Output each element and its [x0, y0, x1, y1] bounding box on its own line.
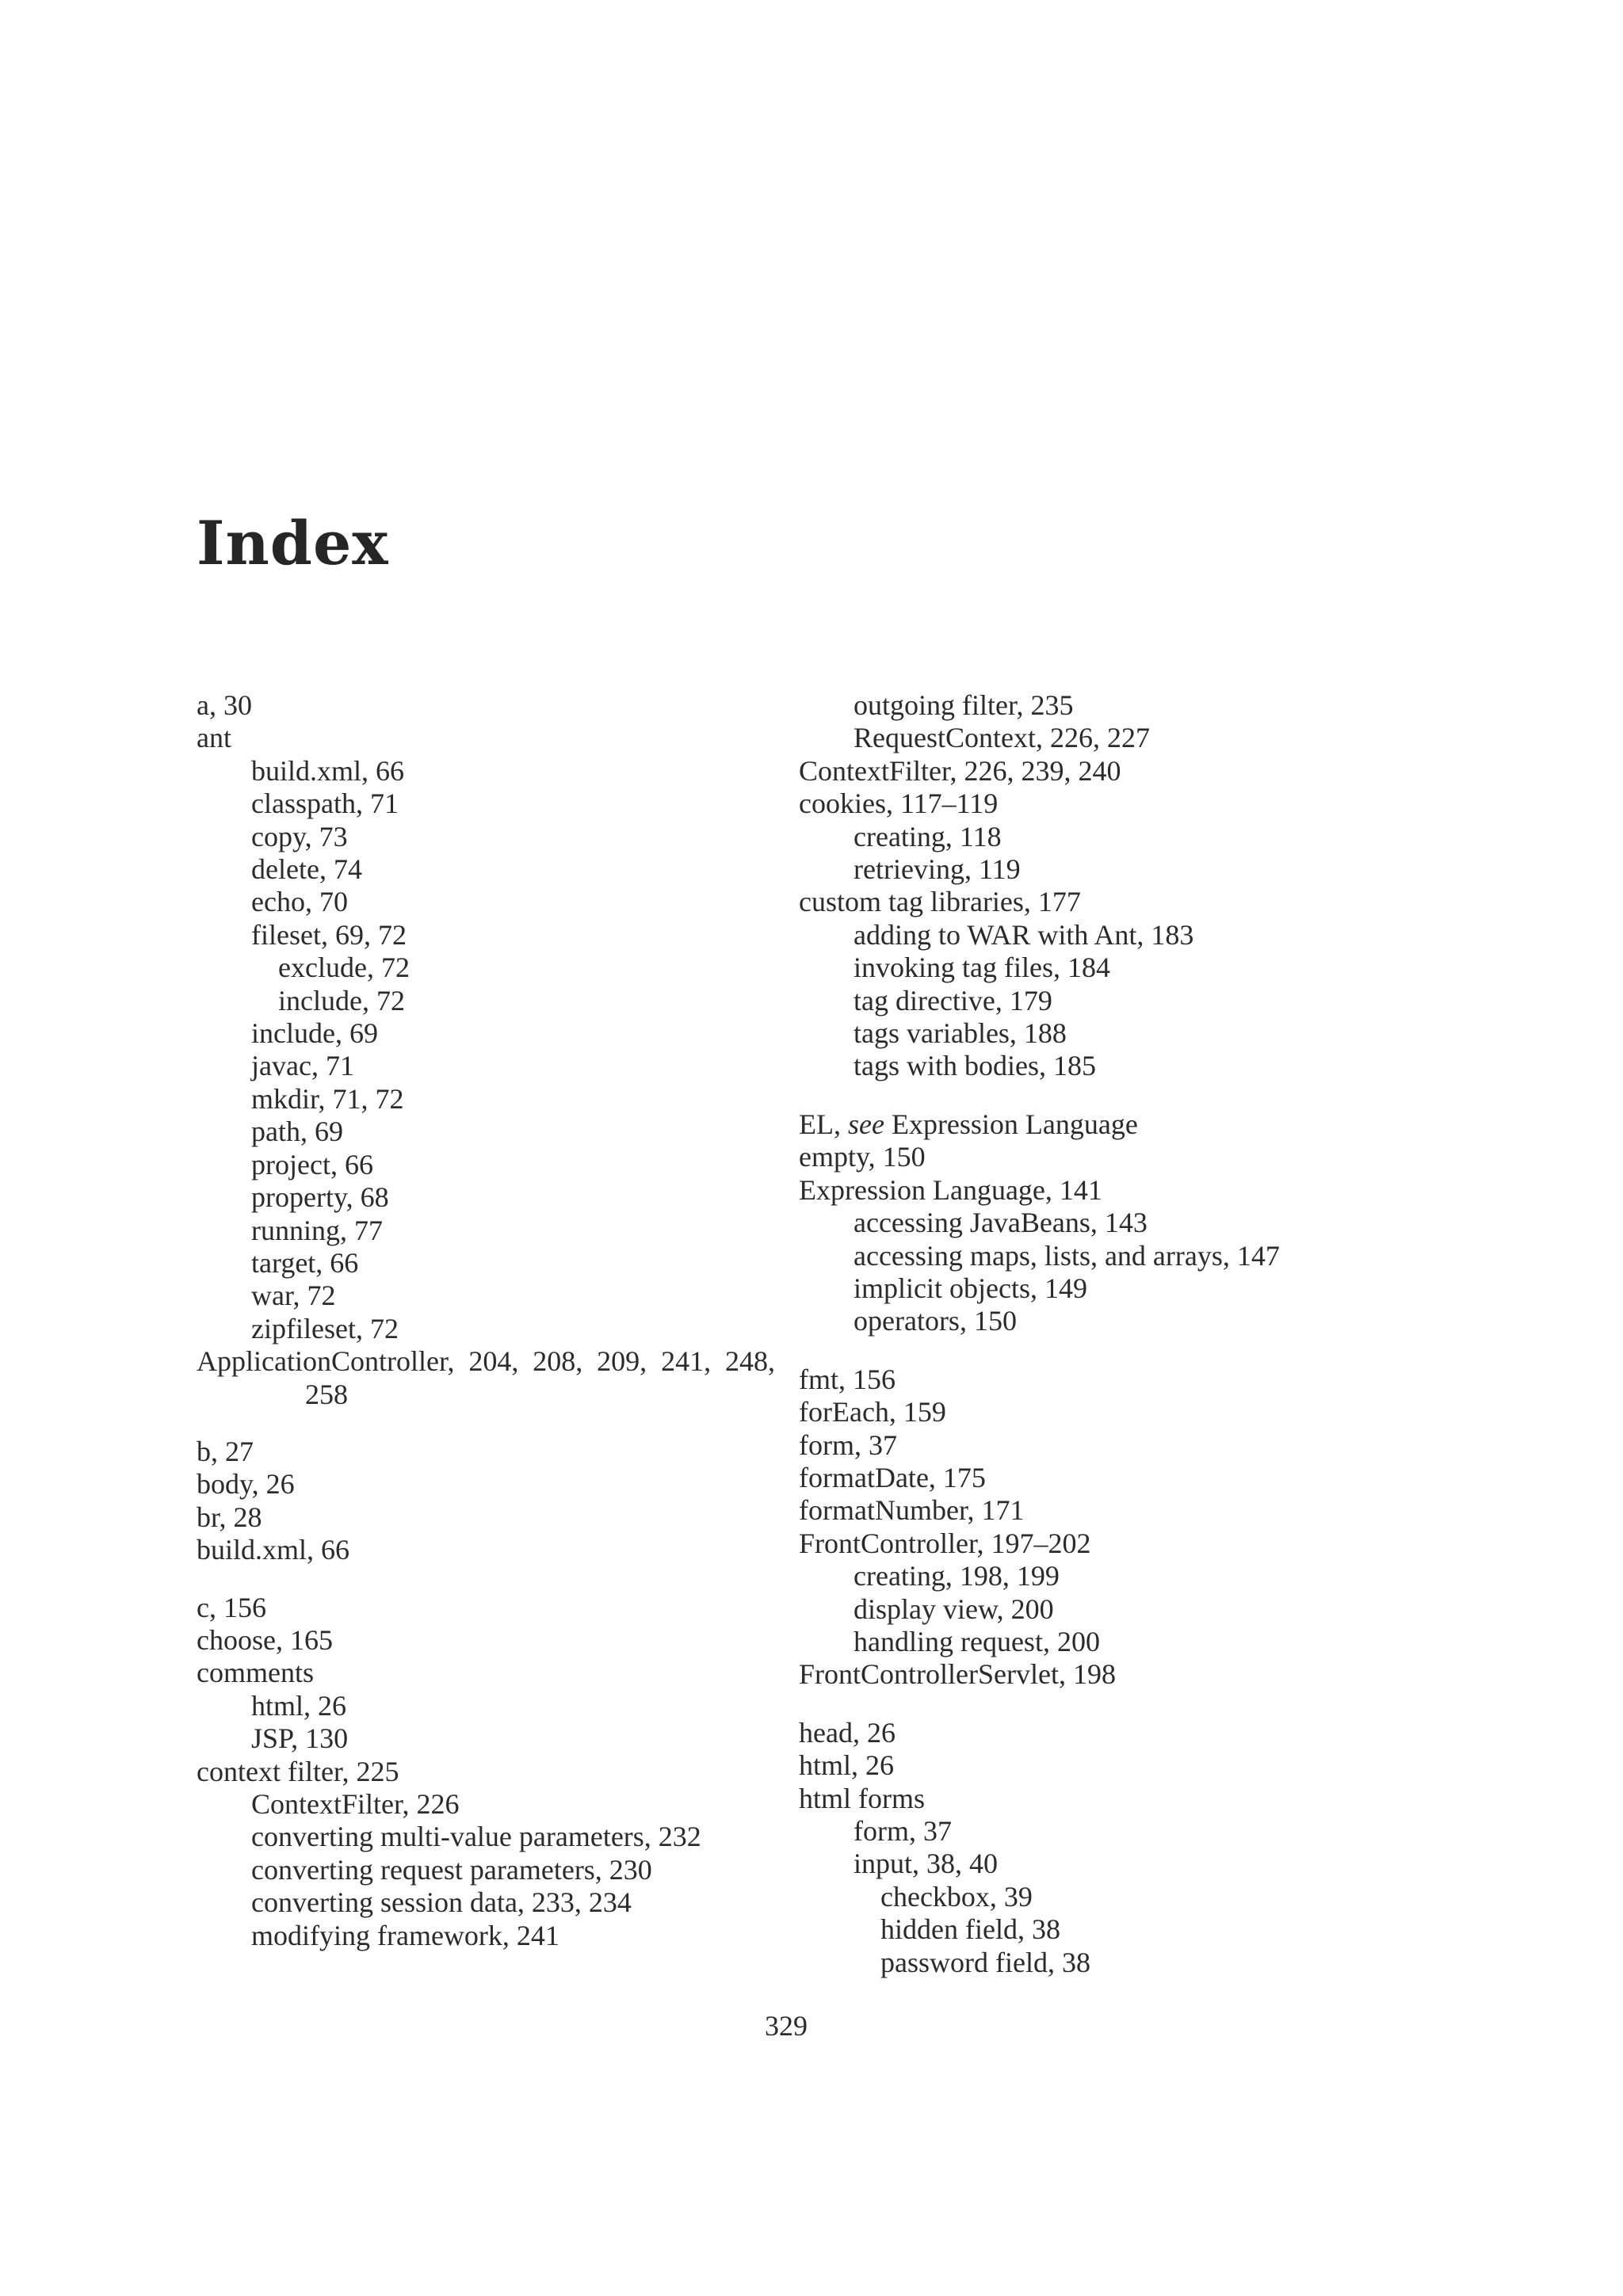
index-subentry: copy, 73	[251, 820, 348, 852]
index-group-f	[799, 1363, 1433, 1691]
index-subentry: RequestContext, 226, 227	[854, 722, 1150, 754]
index-group-a	[197, 689, 775, 1345]
index-subentry: outgoing filter, 235	[854, 689, 1074, 721]
index-subentry: ContextFilter, 226	[251, 1788, 460, 1820]
index-subentry: fileset, 69, 72	[251, 918, 407, 951]
index-entry: html, 26	[799, 1749, 895, 1782]
index-entry: cookies, 117–119	[799, 788, 999, 820]
index-subentry: include, 69	[251, 1017, 378, 1050]
index-entry: build.xml, 66	[197, 1534, 350, 1566]
letter-group-spacer	[799, 1338, 1433, 1363]
index-subentry: property, 68	[251, 1181, 389, 1214]
index-entry-el-suffix: Expression Language	[884, 1108, 1138, 1140]
letter-group-spacer	[799, 1083, 1433, 1108]
index-subentry: running, 77	[251, 1214, 383, 1246]
index-entry: formatNumber, 171	[799, 1494, 1025, 1527]
index-word: 248,	[724, 1345, 775, 1378]
index-subentry: path, 69	[251, 1116, 343, 1148]
index-subentry: creating, 198, 199	[854, 1560, 1060, 1592]
index-word: ApplicationController,	[197, 1345, 455, 1378]
index-subentry: exclude, 72	[278, 952, 410, 984]
index-entry: br, 28	[197, 1501, 262, 1533]
index-subentry: handling request, 200	[854, 1625, 1100, 1657]
index-subentry: include, 72	[278, 984, 405, 1016]
index-group-e	[799, 1141, 1433, 1337]
index-subentry: checkbox, 39	[880, 1880, 1033, 1913]
index-subentry: display view, 200	[854, 1592, 1054, 1625]
index-subentry: implicit objects, 149	[854, 1272, 1087, 1304]
index-entry: form, 37	[799, 1428, 897, 1461]
index-subentry: tags variables, 188	[854, 1017, 1067, 1050]
index-word: 209,	[597, 1345, 647, 1378]
index-subentry: zipfileset, 72	[251, 1312, 399, 1344]
index-subentry: target, 66	[251, 1246, 359, 1279]
index-subentry: modifying framework, 241	[251, 1919, 559, 1951]
index-subentry: operators, 150	[854, 1305, 1017, 1337]
index-column-right	[799, 689, 1433, 1979]
index-subentry: creating, 118	[854, 820, 1002, 852]
index-entry: html forms	[799, 1782, 925, 1814]
index-entry: head, 26	[799, 1716, 896, 1749]
index-entry: forEach, 159	[799, 1396, 946, 1428]
letter-group-spacer	[197, 1567, 775, 1592]
index-entry: context filter, 225	[197, 1755, 399, 1787]
index-word: 208,	[533, 1345, 583, 1378]
index-subentry: echo, 70	[251, 886, 348, 918]
see-reference: see	[847, 1108, 884, 1140]
index-subentry: form, 37	[854, 1815, 952, 1847]
index-entry: fmt, 156	[799, 1363, 896, 1395]
index-subentry: javac, 71	[251, 1050, 354, 1082]
index-subentry: invoking tag files, 184	[854, 952, 1110, 984]
index-group-c-continued	[799, 689, 1433, 1083]
index-entry: formatDate, 175	[799, 1461, 986, 1493]
index-entry-continuation: 258	[305, 1378, 348, 1410]
index-subentry: accessing JavaBeans, 143	[854, 1207, 1148, 1239]
page-title: Index	[197, 508, 389, 578]
index-entry: FrontControllerServlet, 198	[799, 1658, 1116, 1691]
index-subentry: converting multi-value parameters, 232	[251, 1821, 701, 1853]
index-subentry: accessing maps, lists, and arrays, 147	[854, 1239, 1280, 1272]
index-subentry: tag directive, 179	[854, 984, 1052, 1016]
index-subentry: classpath, 71	[251, 788, 399, 820]
index-subentry: password field, 38	[880, 1946, 1090, 1978]
page-number: 329	[765, 2010, 808, 2042]
index-group-b	[197, 1436, 775, 1567]
letter-group-spacer	[197, 1411, 775, 1436]
index-entry-el-prefix: EL,	[799, 1108, 848, 1140]
index-subentry: JSP, 130	[251, 1722, 349, 1755]
index-entry: Expression Language, 141	[799, 1173, 1102, 1206]
index-entry: c, 156	[197, 1591, 266, 1623]
index-group-h	[799, 1717, 1433, 1979]
index-entry: custom tag libraries, 177	[799, 886, 1081, 918]
index-word: 241,	[661, 1345, 712, 1378]
index-entry: choose, 165	[197, 1623, 333, 1656]
index-entry: body, 26	[197, 1468, 295, 1501]
index-entry: a, 30	[197, 689, 252, 721]
index-entry: empty, 150	[799, 1141, 926, 1173]
index-subentry: war, 72	[251, 1280, 336, 1312]
index-subentry: build.xml, 66	[251, 754, 405, 787]
index-word: 204,	[468, 1345, 519, 1378]
index-subentry: hidden field, 38	[880, 1913, 1060, 1946]
index-entry-el	[799, 1108, 1433, 1141]
letter-group-spacer	[799, 1691, 1433, 1717]
index-subentry: retrieving, 119	[854, 853, 1021, 886]
index-entry: ContextFilter, 226, 239, 240	[799, 754, 1121, 787]
index-subentry: converting request parameters, 230	[251, 1853, 652, 1886]
index-entry: b, 27	[197, 1435, 254, 1467]
index-subentry: tags with bodies, 185	[854, 1050, 1096, 1082]
index-subentry: delete, 74	[251, 853, 362, 886]
index-subentry: adding to WAR with Ant, 183	[854, 918, 1194, 951]
index-entry-application-controller	[197, 1345, 775, 1378]
index-column-left	[197, 689, 775, 1952]
index-group-c	[197, 1592, 775, 1952]
index-subentry: project, 66	[251, 1148, 373, 1180]
index-entry: comments	[197, 1657, 314, 1689]
index-entry: FrontController, 197–202	[799, 1527, 1091, 1559]
index-subentry: mkdir, 71, 72	[251, 1082, 404, 1115]
index-entry: ant	[197, 722, 231, 754]
index-subentry: input, 38, 40	[854, 1848, 999, 1880]
index-subentry: converting session data, 233, 234	[251, 1886, 632, 1919]
index-subentry: html, 26	[251, 1689, 347, 1722]
